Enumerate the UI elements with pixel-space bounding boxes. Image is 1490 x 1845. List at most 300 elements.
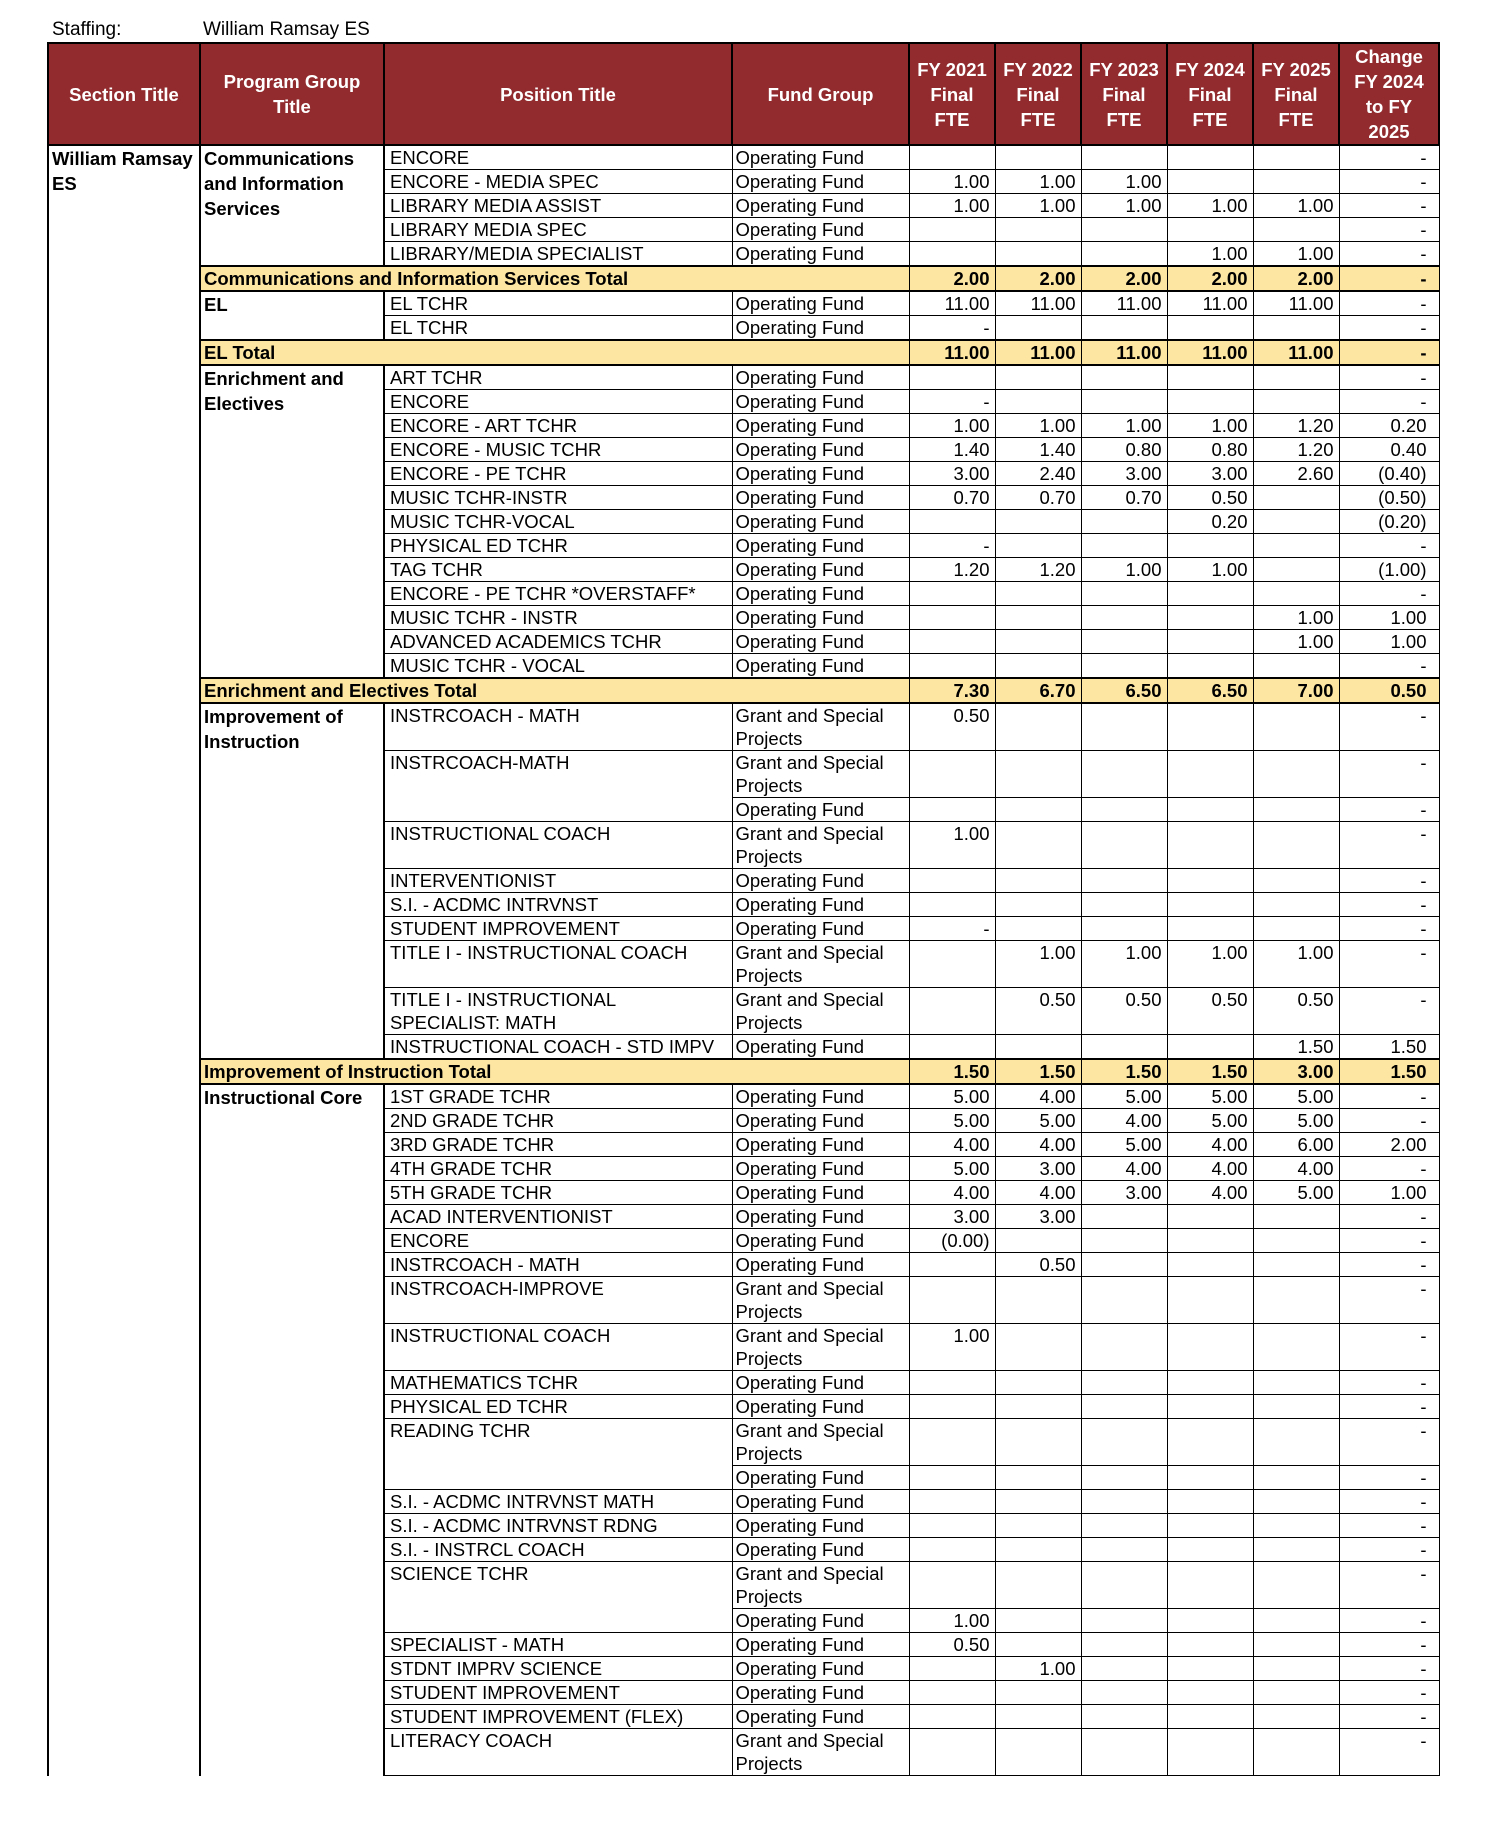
- position-title-cell: INTERVENTIONIST: [384, 869, 732, 893]
- fte-cell: [1253, 893, 1339, 917]
- col-header-fy2025: FY 2025 Final FTE: [1253, 43, 1339, 145]
- fte-cell: [909, 145, 995, 170]
- position-title-cell: ENCORE - MEDIA SPEC: [384, 170, 732, 194]
- fte-cell: 1.40: [909, 438, 995, 462]
- fte-cell: [909, 606, 995, 630]
- fte-cell: [1081, 1035, 1167, 1060]
- fte-cell: [1253, 1395, 1339, 1419]
- fte-cell: [995, 798, 1081, 822]
- change-cell: -: [1339, 218, 1439, 242]
- fte-cell: 1.00: [1253, 941, 1339, 988]
- fte-cell: [1167, 145, 1253, 170]
- fte-cell: 1.00: [1167, 941, 1253, 988]
- fte-cell: 5.00: [1253, 1181, 1339, 1205]
- fte-cell: 0.50: [995, 988, 1081, 1035]
- fte-cell: 11.00: [1167, 291, 1253, 316]
- staffing-label: Staffing:: [52, 19, 122, 40]
- position-title-cell: ENCORE: [384, 145, 732, 170]
- position-title-cell: S.I. - ACDMC INTRVNST RDNG: [384, 1514, 732, 1538]
- fte-cell: [1167, 390, 1253, 414]
- fte-cell: [1167, 703, 1253, 751]
- fte-cell: 5.00: [995, 1109, 1081, 1133]
- fte-cell: [1167, 1729, 1253, 1776]
- position-title-cell: TITLE I - INSTRUCTIONAL COACH: [384, 941, 732, 988]
- fund-group-cell: Operating Fund: [732, 242, 909, 267]
- fte-cell: [1253, 1324, 1339, 1371]
- fte-cell: [1253, 1538, 1339, 1562]
- fte-cell: [1081, 582, 1167, 606]
- fte-cell: [1081, 751, 1167, 798]
- fte-cell: [1253, 145, 1339, 170]
- fte-cell: [1253, 1253, 1339, 1277]
- fte-cell: [1253, 1514, 1339, 1538]
- fte-cell: [1081, 869, 1167, 893]
- total-fte-cell: 11.00: [1167, 340, 1253, 365]
- position-title-cell: TAG TCHR: [384, 558, 732, 582]
- change-cell: -: [1339, 534, 1439, 558]
- position-title-cell: INSTRCOACH - MATH: [384, 1253, 732, 1277]
- fte-cell: 2.60: [1253, 462, 1339, 486]
- change-cell: -: [1339, 1514, 1439, 1538]
- fte-cell: 0.50: [909, 703, 995, 751]
- fte-cell: [1081, 1371, 1167, 1395]
- change-cell: -: [1339, 1729, 1439, 1776]
- change-cell: -: [1339, 1205, 1439, 1229]
- fund-group-cell: Operating Fund: [732, 1466, 909, 1490]
- fte-cell: 5.00: [909, 1157, 995, 1181]
- fte-cell: [1167, 582, 1253, 606]
- change-cell: -: [1339, 869, 1439, 893]
- position-title-cell: STUDENT IMPROVEMENT: [384, 1681, 732, 1705]
- staffing-school-name: William Ramsay ES: [203, 19, 370, 40]
- position-title-cell: ENCORE - PE TCHR *OVERSTAFF*: [384, 582, 732, 606]
- fte-cell: 0.80: [1081, 438, 1167, 462]
- fte-cell: 11.00: [909, 291, 995, 316]
- fte-cell: 1.00: [995, 414, 1081, 438]
- fte-cell: [995, 654, 1081, 679]
- fte-cell: [1081, 1466, 1167, 1490]
- fte-cell: [1081, 218, 1167, 242]
- fte-cell: [995, 1705, 1081, 1729]
- col-header-program-group: Program Group Title: [200, 43, 384, 145]
- change-cell: -: [1339, 893, 1439, 917]
- fte-cell: [909, 582, 995, 606]
- fte-cell: [1253, 1277, 1339, 1324]
- fte-cell: [1167, 1229, 1253, 1253]
- fte-cell: [1253, 1633, 1339, 1657]
- change-cell: -: [1339, 654, 1439, 679]
- fte-cell: 1.00: [909, 822, 995, 869]
- fte-cell: 3.00: [1081, 462, 1167, 486]
- table-row: [48, 1084, 1439, 1109]
- fte-cell: [909, 1538, 995, 1562]
- fte-cell: 1.00: [1081, 194, 1167, 218]
- position-title-cell: 2ND GRADE TCHR: [384, 1109, 732, 1133]
- fte-cell: [995, 510, 1081, 534]
- total-fte-cell: 11.00: [1081, 340, 1167, 365]
- position-title-cell: STUDENT IMPROVEMENT (FLEX): [384, 1705, 732, 1729]
- fund-group-cell: Operating Fund: [732, 1035, 909, 1060]
- change-cell: -: [1339, 1466, 1439, 1490]
- fte-cell: [1081, 1609, 1167, 1633]
- fund-group-cell: Grant and Special Projects: [732, 1419, 909, 1466]
- fte-cell: 4.00: [1081, 1157, 1167, 1181]
- fte-cell: [909, 941, 995, 988]
- fte-cell: 0.50: [1167, 486, 1253, 510]
- fte-cell: [1081, 1681, 1167, 1705]
- change-cell: 1.50: [1339, 1035, 1439, 1060]
- fte-cell: [1167, 1035, 1253, 1060]
- fte-cell: [1167, 1705, 1253, 1729]
- fte-cell: 4.00: [995, 1181, 1081, 1205]
- table-row: [48, 703, 1439, 751]
- fte-cell: [1081, 1538, 1167, 1562]
- fte-cell: 5.00: [909, 1109, 995, 1133]
- fte-cell: [1167, 917, 1253, 941]
- fte-cell: [1167, 1514, 1253, 1538]
- fte-cell: 5.00: [1253, 1084, 1339, 1109]
- fte-cell: [1253, 1419, 1339, 1466]
- staffing-table-body: [48, 145, 1439, 1776]
- fte-cell: 0.20: [1167, 510, 1253, 534]
- change-cell: -: [1339, 798, 1439, 822]
- fte-cell: 3.00: [1081, 1181, 1167, 1205]
- fte-cell: [1081, 630, 1167, 654]
- fte-cell: [1081, 1705, 1167, 1729]
- fund-group-cell: Grant and Special Projects: [732, 1324, 909, 1371]
- fte-cell: 3.00: [1167, 462, 1253, 486]
- fte-cell: [909, 1490, 995, 1514]
- total-fte-cell: 1.50: [909, 1059, 995, 1084]
- change-cell: -: [1339, 988, 1439, 1035]
- col-header-change: Change FY 2024 to FY 2025: [1339, 43, 1439, 145]
- fte-cell: [1167, 316, 1253, 341]
- fte-cell: 1.00: [995, 1657, 1081, 1681]
- fte-cell: [1081, 1395, 1167, 1419]
- fte-cell: [1167, 1490, 1253, 1514]
- change-cell: -: [1339, 316, 1439, 341]
- total-change-cell: -: [1339, 266, 1439, 291]
- section-title-cell: William Ramsay ES: [48, 145, 200, 1776]
- change-cell: -: [1339, 1657, 1439, 1681]
- fund-group-cell: Operating Fund: [732, 582, 909, 606]
- fte-cell: [1081, 242, 1167, 267]
- col-header-fy2021: FY 2021 Final FTE: [909, 43, 995, 145]
- fund-group-cell: Operating Fund: [732, 798, 909, 822]
- fund-group-cell: Operating Fund: [732, 893, 909, 917]
- total-change-cell: -: [1339, 340, 1439, 365]
- fte-cell: [1253, 365, 1339, 390]
- fte-cell: [995, 751, 1081, 798]
- fte-cell: 11.00: [1081, 291, 1167, 316]
- fte-cell: [1081, 1205, 1167, 1229]
- fund-group-cell: Grant and Special Projects: [732, 988, 909, 1035]
- change-cell: (0.50): [1339, 486, 1439, 510]
- position-title-cell: EL TCHR: [384, 291, 732, 316]
- fte-cell: [1253, 798, 1339, 822]
- group-total-row: [48, 266, 1439, 291]
- fte-cell: [1167, 1538, 1253, 1562]
- fund-group-cell: Operating Fund: [732, 316, 909, 341]
- col-header-fy2023: FY 2023 Final FTE: [1081, 43, 1167, 145]
- fte-cell: 3.00: [909, 1205, 995, 1229]
- position-title-cell: S.I. - ACDMC INTRVNST MATH: [384, 1490, 732, 1514]
- fte-cell: [1167, 1371, 1253, 1395]
- fund-group-cell: Grant and Special Projects: [732, 822, 909, 869]
- fte-cell: 4.00: [995, 1084, 1081, 1109]
- fte-cell: 1.00: [909, 414, 995, 438]
- fund-group-cell: Operating Fund: [732, 1538, 909, 1562]
- group-total-label: Enrichment and Electives Total: [200, 678, 909, 703]
- position-title-cell: EL TCHR: [384, 316, 732, 341]
- fte-cell: [1253, 1466, 1339, 1490]
- position-title-cell: INSTRUCTIONAL COACH: [384, 822, 732, 869]
- fte-cell: [1167, 1681, 1253, 1705]
- fund-group-cell: Operating Fund: [732, 1109, 909, 1133]
- fte-cell: 11.00: [1253, 291, 1339, 316]
- change-cell: -: [1339, 1371, 1439, 1395]
- fte-cell: [1253, 510, 1339, 534]
- change-cell: -: [1339, 1419, 1439, 1466]
- fund-group-cell: Operating Fund: [732, 1490, 909, 1514]
- fte-cell: 0.50: [1167, 988, 1253, 1035]
- fte-cell: 5.00: [1167, 1084, 1253, 1109]
- fte-cell: [909, 1514, 995, 1538]
- fte-cell: [995, 1538, 1081, 1562]
- fte-cell: 5.00: [1081, 1133, 1167, 1157]
- fte-cell: [1081, 1657, 1167, 1681]
- fte-cell: [1081, 534, 1167, 558]
- position-title-cell: MUSIC TCHR - INSTR: [384, 606, 732, 630]
- position-title-cell: 3RD GRADE TCHR: [384, 1133, 732, 1157]
- total-change-cell: 1.50: [1339, 1059, 1439, 1084]
- fte-cell: [909, 510, 995, 534]
- total-fte-cell: 7.30: [909, 678, 995, 703]
- fte-cell: [1081, 1562, 1167, 1609]
- group-total-label: Improvement of Instruction Total: [200, 1059, 909, 1084]
- fte-cell: [909, 1681, 995, 1705]
- position-title-cell: MATHEMATICS TCHR: [384, 1371, 732, 1395]
- fund-group-cell: Operating Fund: [732, 534, 909, 558]
- fte-cell: [1167, 822, 1253, 869]
- fte-cell: 4.00: [909, 1133, 995, 1157]
- change-cell: -: [1339, 751, 1439, 798]
- fte-cell: [1253, 1205, 1339, 1229]
- change-cell: -: [1339, 242, 1439, 267]
- fte-cell: [1167, 630, 1253, 654]
- position-title-cell: 1ST GRADE TCHR: [384, 1084, 732, 1109]
- fte-cell: 4.00: [1253, 1157, 1339, 1181]
- fte-cell: 4.00: [1167, 1181, 1253, 1205]
- fte-cell: [995, 365, 1081, 390]
- fte-cell: [995, 1633, 1081, 1657]
- change-cell: 1.00: [1339, 630, 1439, 654]
- fund-group-cell: Operating Fund: [732, 218, 909, 242]
- fte-cell: [1081, 606, 1167, 630]
- table-row: [48, 365, 1439, 390]
- fund-group-cell: Operating Fund: [732, 1084, 909, 1109]
- fund-group-cell: Operating Fund: [732, 1657, 909, 1681]
- fte-cell: [1253, 1681, 1339, 1705]
- position-title-cell: INSTRUCTIONAL COACH - STD IMPV: [384, 1035, 732, 1060]
- fund-group-cell: Operating Fund: [732, 194, 909, 218]
- table-row: [48, 291, 1439, 316]
- program-group-cell: EL: [200, 291, 384, 340]
- change-cell: (0.20): [1339, 510, 1439, 534]
- fte-cell: [995, 869, 1081, 893]
- position-title-cell: ENCORE - PE TCHR: [384, 462, 732, 486]
- fte-cell: [1081, 917, 1167, 941]
- fte-cell: 0.80: [1167, 438, 1253, 462]
- fte-cell: 1.00: [1081, 941, 1167, 988]
- change-cell: -: [1339, 365, 1439, 390]
- change-cell: -: [1339, 194, 1439, 218]
- position-title-cell: MUSIC TCHR-INSTR: [384, 486, 732, 510]
- change-cell: (0.40): [1339, 462, 1439, 486]
- col-header-section-title: Section Title: [48, 43, 200, 145]
- fte-cell: [1081, 1277, 1167, 1324]
- fte-cell: [1253, 1490, 1339, 1514]
- fte-cell: 5.00: [909, 1084, 995, 1109]
- fte-cell: -: [909, 390, 995, 414]
- fte-cell: [995, 1229, 1081, 1253]
- fte-cell: [1081, 1419, 1167, 1466]
- fte-cell: [1081, 1324, 1167, 1371]
- fte-cell: [909, 1035, 995, 1060]
- fte-cell: [909, 365, 995, 390]
- change-cell: 1.00: [1339, 606, 1439, 630]
- fte-cell: [995, 1514, 1081, 1538]
- fte-cell: 1.00: [1081, 558, 1167, 582]
- position-title-cell: 4TH GRADE TCHR: [384, 1157, 732, 1181]
- program-group-cell: Enrichment and Electives: [200, 365, 384, 678]
- fte-cell: [1167, 654, 1253, 679]
- change-cell: 0.40: [1339, 438, 1439, 462]
- change-cell: 1.00: [1339, 1181, 1439, 1205]
- fund-group-cell: Operating Fund: [732, 1681, 909, 1705]
- position-title-cell: LIBRARY MEDIA ASSIST: [384, 194, 732, 218]
- fte-cell: [1081, 1253, 1167, 1277]
- fte-cell: [995, 1371, 1081, 1395]
- fte-cell: [1081, 1514, 1167, 1538]
- fte-cell: [1167, 1205, 1253, 1229]
- fte-cell: [909, 1253, 995, 1277]
- fte-cell: [995, 606, 1081, 630]
- fte-cell: 0.50: [1253, 988, 1339, 1035]
- fte-cell: [995, 917, 1081, 941]
- fte-cell: [995, 630, 1081, 654]
- fte-cell: [995, 1729, 1081, 1776]
- fund-group-cell: Operating Fund: [732, 869, 909, 893]
- fte-cell: 0.50: [909, 1633, 995, 1657]
- fte-cell: [1253, 582, 1339, 606]
- fund-group-cell: Operating Fund: [732, 510, 909, 534]
- position-title-cell: S.I. - INSTRCL COACH: [384, 1538, 732, 1562]
- total-fte-cell: 11.00: [995, 340, 1081, 365]
- fte-cell: [995, 1490, 1081, 1514]
- fte-cell: [1253, 1609, 1339, 1633]
- fte-cell: [995, 1419, 1081, 1466]
- fte-cell: 1.00: [1253, 630, 1339, 654]
- position-title-cell: ACAD INTERVENTIONIST: [384, 1205, 732, 1229]
- fte-cell: [1167, 170, 1253, 194]
- change-cell: -: [1339, 1562, 1439, 1609]
- fte-cell: [909, 988, 995, 1035]
- fte-cell: [1081, 654, 1167, 679]
- position-title-cell: INSTRCOACH - MATH: [384, 703, 732, 751]
- change-cell: -: [1339, 1490, 1439, 1514]
- change-cell: (1.00): [1339, 558, 1439, 582]
- fte-cell: 1.00: [909, 194, 995, 218]
- fte-cell: 1.00: [1081, 414, 1167, 438]
- fte-cell: [995, 1035, 1081, 1060]
- position-title-cell: TITLE I - INSTRUCTIONAL SPECIALIST: MATH: [384, 988, 732, 1035]
- fte-cell: [1167, 1466, 1253, 1490]
- fte-cell: 1.00: [995, 941, 1081, 988]
- fte-cell: [1253, 869, 1339, 893]
- fte-cell: 1.00: [1167, 558, 1253, 582]
- fte-cell: [995, 822, 1081, 869]
- fte-cell: 1.40: [995, 438, 1081, 462]
- fund-group-cell: Operating Fund: [732, 1133, 909, 1157]
- fte-cell: -: [909, 316, 995, 341]
- fte-cell: 5.00: [1081, 1084, 1167, 1109]
- total-fte-cell: 6.70: [995, 678, 1081, 703]
- total-fte-cell: 6.50: [1081, 678, 1167, 703]
- fte-cell: [1167, 1419, 1253, 1466]
- fte-cell: 4.00: [995, 1133, 1081, 1157]
- position-title-cell: READING TCHR: [384, 1419, 732, 1490]
- total-fte-cell: 11.00: [1253, 340, 1339, 365]
- fte-cell: [1253, 170, 1339, 194]
- fte-cell: [909, 1466, 995, 1490]
- position-title-cell: 5TH GRADE TCHR: [384, 1181, 732, 1205]
- fte-cell: 3.00: [909, 462, 995, 486]
- fte-cell: [909, 1371, 995, 1395]
- fte-cell: [1253, 822, 1339, 869]
- change-cell: -: [1339, 703, 1439, 751]
- fund-group-cell: Grant and Special Projects: [732, 1729, 909, 1776]
- fund-group-cell: Operating Fund: [732, 630, 909, 654]
- position-title-cell: ENCORE: [384, 390, 732, 414]
- fund-group-cell: Operating Fund: [732, 1705, 909, 1729]
- fte-cell: [1081, 145, 1167, 170]
- fund-group-cell: Operating Fund: [732, 486, 909, 510]
- total-fte-cell: 2.00: [995, 266, 1081, 291]
- fte-cell: [1253, 1371, 1339, 1395]
- fund-group-cell: Operating Fund: [732, 1253, 909, 1277]
- fte-cell: 4.00: [1167, 1133, 1253, 1157]
- position-title-cell: PHYSICAL ED TCHR: [384, 534, 732, 558]
- fte-cell: [1253, 558, 1339, 582]
- total-fte-cell: 2.00: [909, 266, 995, 291]
- fte-cell: [1081, 798, 1167, 822]
- header-row: [48, 43, 1439, 145]
- fte-cell: [995, 316, 1081, 341]
- fte-cell: 6.00: [1253, 1133, 1339, 1157]
- fte-cell: 1.00: [1167, 242, 1253, 267]
- fte-cell: [909, 869, 995, 893]
- fte-cell: 1.20: [909, 558, 995, 582]
- change-cell: -: [1339, 145, 1439, 170]
- fund-group-cell: Operating Fund: [732, 1514, 909, 1538]
- change-cell: -: [1339, 1705, 1439, 1729]
- fund-group-cell: Operating Fund: [732, 606, 909, 630]
- fund-group-cell: Grant and Special Projects: [732, 1562, 909, 1609]
- fte-cell: 1.00: [1167, 194, 1253, 218]
- fte-cell: 4.00: [1081, 1109, 1167, 1133]
- fte-cell: -: [909, 534, 995, 558]
